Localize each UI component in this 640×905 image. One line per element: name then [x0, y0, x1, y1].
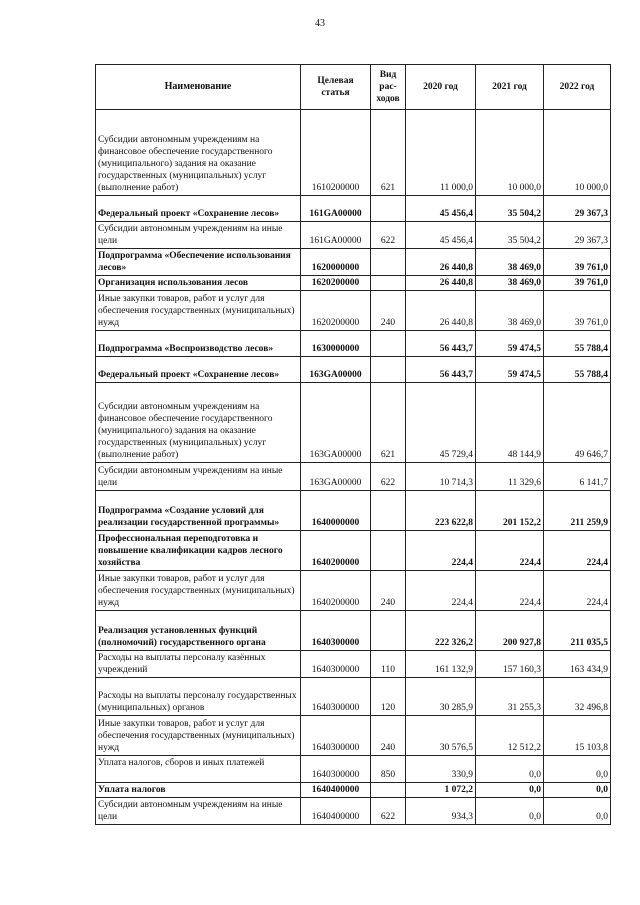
row-2022: 39 761,0 — [544, 291, 611, 331]
row-2022: 39 761,0 — [544, 276, 611, 291]
row-2022: 0,0 — [544, 798, 611, 825]
row-expense-type: 622 — [371, 463, 406, 491]
row-2020: 30 285,9 — [406, 678, 476, 716]
table-row — [96, 491, 611, 531]
row-name: Субсидии автономным учреждениям на иные цели — [96, 222, 301, 249]
row-2022: 0,0 — [544, 783, 611, 798]
table-row — [96, 571, 611, 611]
row-2021: 200 927,8 — [476, 611, 544, 651]
table-row — [96, 798, 611, 825]
row-code: 1640400000 — [301, 798, 371, 825]
row-expense-type — [371, 611, 406, 651]
row-expense-type — [371, 196, 406, 222]
row-2020: 224,4 — [406, 571, 476, 611]
row-2020: 26 440,8 — [406, 249, 476, 276]
table-row — [96, 678, 611, 716]
row-name: Субсидии автономным учреждениям на иные цели — [96, 463, 301, 491]
row-2021: 224,4 — [476, 571, 544, 611]
row-name: Иные закупки товаров, работ и услуг для обеспечения государственных (муниципальных) нужд — [96, 291, 301, 331]
row-2021: 0,0 — [476, 798, 544, 825]
header-name: Наименование — [96, 65, 301, 110]
row-name: Иные закупки товаров, работ и услуг для обеспечения государственных (муниципальных) нужд — [96, 716, 301, 756]
row-code: 1640200000 — [301, 531, 371, 571]
row-name: Федеральный проект «Сохранение лесов» — [96, 196, 301, 222]
row-name: Субсидии автономным учреждениям на финансовое обеспечение государственного (муниципального) задания на оказание государственных (муниципальных) услуг (выполнение работ) — [96, 110, 301, 196]
row-name: Организация использования лесов — [96, 276, 301, 291]
row-name: Подпрограмма «Создание условий для реализации государственной программы» — [96, 491, 301, 531]
header-2022: 2022 год — [544, 65, 611, 110]
row-name: Иные закупки товаров, работ и услуг для обеспечения государственных (муниципальных) нужд — [96, 571, 301, 611]
table-row — [96, 463, 611, 491]
row-2022: 49 646,7 — [544, 383, 611, 463]
row-2021: 31 255,3 — [476, 678, 544, 716]
row-2021: 12 512,2 — [476, 716, 544, 756]
row-expense-type — [371, 783, 406, 798]
row-expense-type: 120 — [371, 678, 406, 716]
row-name: Подпрограмма «Воспроизводство лесов» — [96, 331, 301, 357]
page-number: 43 — [315, 18, 325, 29]
row-2020: 11 000,0 — [406, 110, 476, 196]
row-code: 1640300000 — [301, 678, 371, 716]
row-2020: 26 440,8 — [406, 291, 476, 331]
row-2021: 48 144,9 — [476, 383, 544, 463]
table-row — [96, 110, 611, 196]
row-expense-type — [371, 491, 406, 531]
row-2020: 223 622,8 — [406, 491, 476, 531]
row-code: 163GA00000 — [301, 463, 371, 491]
row-expense-type: 240 — [371, 571, 406, 611]
row-2020: 224,4 — [406, 531, 476, 571]
row-2022: 163 434,9 — [544, 651, 611, 678]
row-code: 1640000000 — [301, 491, 371, 531]
row-2022: 39 761,0 — [544, 249, 611, 276]
row-2022: 0,0 — [544, 756, 611, 783]
row-code: 1640400000 — [301, 783, 371, 798]
row-2020: 934,3 — [406, 798, 476, 825]
header-2021: 2021 год — [476, 65, 544, 110]
row-code: 1640300000 — [301, 756, 371, 783]
row-2021: 59 474,5 — [476, 331, 544, 357]
row-code: 163GA00000 — [301, 383, 371, 463]
row-code: 1610200000 — [301, 110, 371, 196]
row-expense-type: 622 — [371, 222, 406, 249]
row-name: Расходы на выплаты персоналу государственных (муниципальных) органов — [96, 678, 301, 716]
row-expense-type — [371, 331, 406, 357]
row-2021: 35 504,2 — [476, 222, 544, 249]
row-2022: 224,4 — [544, 531, 611, 571]
row-2021: 35 504,2 — [476, 196, 544, 222]
budget-table — [95, 64, 611, 825]
row-2021: 0,0 — [476, 756, 544, 783]
header-2020: 2020 год — [406, 65, 476, 110]
row-2022: 6 141,7 — [544, 463, 611, 491]
row-code: 1640300000 — [301, 611, 371, 651]
row-2021: 59 474,5 — [476, 357, 544, 383]
row-code: 1620000000 — [301, 249, 371, 276]
row-expense-type: 622 — [371, 798, 406, 825]
row-expense-type: 240 — [371, 716, 406, 756]
row-2022: 32 496,8 — [544, 678, 611, 716]
row-expense-type: 621 — [371, 110, 406, 196]
row-2022: 29 367,3 — [544, 196, 611, 222]
row-name: Субсидии автономным учреждениям на финансовое обеспечение государственного (муниципального) задания на оказание государственных (муниципальных) услуг (выполнение работ) — [96, 383, 301, 463]
row-expense-type: 850 — [371, 756, 406, 783]
row-2020: 56 443,7 — [406, 357, 476, 383]
table-header-row — [96, 65, 611, 110]
row-2021: 38 469,0 — [476, 249, 544, 276]
row-2020: 222 326,2 — [406, 611, 476, 651]
table-row — [96, 716, 611, 756]
row-2020: 26 440,8 — [406, 276, 476, 291]
row-2020: 45 456,4 — [406, 222, 476, 249]
row-2022: 55 788,4 — [544, 357, 611, 383]
table-row — [96, 756, 611, 783]
header-expense-type: Вид рас-ходов — [371, 65, 406, 110]
row-code: 1640300000 — [301, 716, 371, 756]
row-2021: 38 469,0 — [476, 276, 544, 291]
row-name: Уплата налогов, сборов и иных платежей — [96, 756, 301, 783]
row-expense-type — [371, 531, 406, 571]
row-expense-type: 110 — [371, 651, 406, 678]
row-code: 1620200000 — [301, 291, 371, 331]
row-2021: 157 160,3 — [476, 651, 544, 678]
row-2022: 211 035,5 — [544, 611, 611, 651]
row-2022: 55 788,4 — [544, 331, 611, 357]
table-row — [96, 196, 611, 222]
row-2020: 45 729,4 — [406, 383, 476, 463]
row-code: 161GA00000 — [301, 196, 371, 222]
row-expense-type — [371, 276, 406, 291]
row-2022: 10 000,0 — [544, 110, 611, 196]
row-2020: 30 576,5 — [406, 716, 476, 756]
row-2020: 1 072,2 — [406, 783, 476, 798]
row-expense-type: 621 — [371, 383, 406, 463]
table-row — [96, 291, 611, 331]
row-2022: 29 367,3 — [544, 222, 611, 249]
row-name: Подпрограмма «Обеспечение использования лесов» — [96, 249, 301, 276]
row-2022: 224,4 — [544, 571, 611, 611]
table-row — [96, 249, 611, 276]
table-row — [96, 383, 611, 463]
row-2021: 11 329,6 — [476, 463, 544, 491]
row-name: Реализация установленных функций (полномочий) государственного органа — [96, 611, 301, 651]
row-expense-type — [371, 357, 406, 383]
row-code: 1630000000 — [301, 331, 371, 357]
row-name: Расходы на выплаты персоналу казённых учреждений — [96, 651, 301, 678]
row-2021: 201 152,2 — [476, 491, 544, 531]
row-name: Субсидии автономным учреждениям на иные цели — [96, 798, 301, 825]
row-2022: 211 259,9 — [544, 491, 611, 531]
row-name: Профессиональная переподготовка и повышение квалификации кадров лесного хозяйства — [96, 531, 301, 571]
row-2022: 15 103,8 — [544, 716, 611, 756]
row-2021: 0,0 — [476, 783, 544, 798]
row-2021: 38 469,0 — [476, 291, 544, 331]
row-2020: 330,9 — [406, 756, 476, 783]
table-row — [96, 783, 611, 798]
table-row — [96, 276, 611, 291]
row-2021: 10 000,0 — [476, 110, 544, 196]
table-row — [96, 222, 611, 249]
row-code: 1640200000 — [301, 571, 371, 611]
row-2020: 45 456,4 — [406, 196, 476, 222]
row-code: 163GA00000 — [301, 357, 371, 383]
header-code: Целевая статья — [301, 65, 371, 110]
row-2020: 161 132,9 — [406, 651, 476, 678]
row-name: Федеральный проект «Сохранение лесов» — [96, 357, 301, 383]
row-expense-type: 240 — [371, 291, 406, 331]
table-row — [96, 531, 611, 571]
row-code: 161GA00000 — [301, 222, 371, 249]
row-2021: 224,4 — [476, 531, 544, 571]
row-code: 1620200000 — [301, 276, 371, 291]
row-2020: 56 443,7 — [406, 331, 476, 357]
row-name: Уплата налогов — [96, 783, 301, 798]
row-2020: 10 714,3 — [406, 463, 476, 491]
table-row — [96, 651, 611, 678]
table-row — [96, 357, 611, 383]
table-row — [96, 331, 611, 357]
table-row — [96, 611, 611, 651]
row-expense-type — [371, 249, 406, 276]
row-code: 1640300000 — [301, 651, 371, 678]
